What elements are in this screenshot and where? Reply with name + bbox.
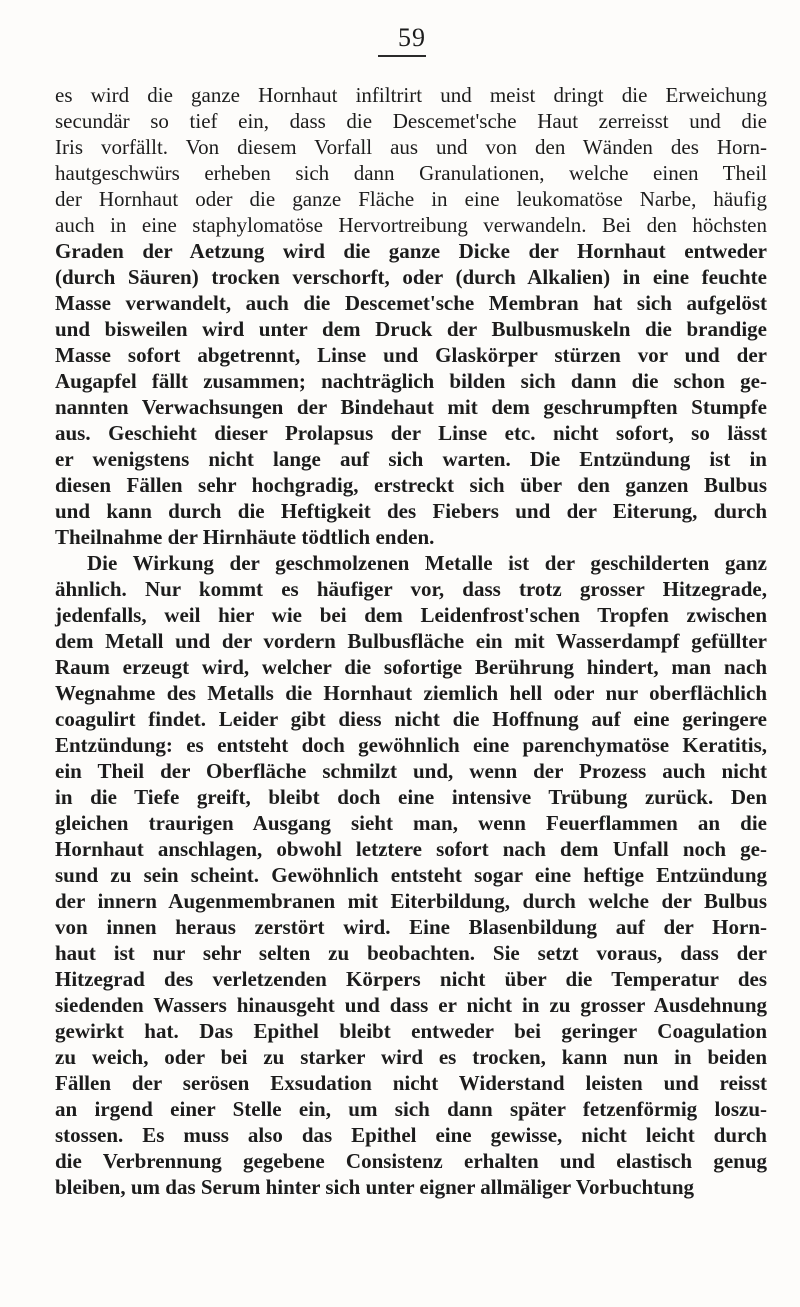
- text-line: Iris vorfällt. Von diesem Vorfall aus und von den Wänden des Horn-: [55, 135, 767, 159]
- text-line: es wird die ganze Hornhaut infiltrirt und meist dringt die Erweichung: [55, 83, 767, 107]
- text-line: ähnlich. Nur kommt es häufiger vor, dass trotz grosser Hitzegrade,: [55, 577, 767, 601]
- text-line: Die Wirkung der geschmolzenen Metalle ist der geschilderten ganz: [87, 551, 767, 575]
- text-line: gewirkt hat. Das Epithel bleibt entweder bei geringer Coagulation: [55, 1019, 767, 1043]
- text-line: (durch Säuren) trocken verschorft, oder (durch Alkalien) in eine feuchte: [55, 265, 767, 289]
- text-line: Raum erzeugt wird, welcher die sofortige Berührung hindert, man nach: [55, 655, 767, 679]
- text-line: zu weich, oder bei zu starker wird es trocken, kann nun in beiden: [55, 1045, 767, 1069]
- text-line: Hitzegrad des verletzenden Körpers nicht über die Temperatur des: [55, 967, 767, 991]
- text-line: Theilnahme der Hirnhäute tödtlich enden.: [55, 525, 435, 549]
- text-line: der innern Augenmembranen mit Eiterbildung, durch welche der Bulbus: [55, 889, 767, 913]
- text-line: er wenigstens nicht lange auf sich warten. Die Entzündung ist in: [55, 447, 767, 471]
- text-line: Hornhaut anschlagen, obwohl letztere sofort nach dem Unfall noch ge-: [55, 837, 767, 861]
- text-line: nannten Verwachsungen der Bindehaut mit dem geschrumpften Stumpfe: [55, 395, 767, 419]
- text-line: Graden der Aetzung wird die ganze Dicke der Hornhaut entweder: [55, 239, 767, 263]
- text-line: Fällen der serösen Exsudation nicht Widerstand leisten und reisst: [55, 1071, 767, 1095]
- text-line: stossen. Es muss also das Epithel eine gewisse, nicht leicht durch: [55, 1123, 767, 1147]
- text-line: secundär so tief ein, dass die Descemet'sche Haut zerreisst und die: [55, 109, 767, 133]
- text-line: von innen heraus zerstört wird. Eine Blasenbildung auf der Horn-: [55, 915, 767, 939]
- text-line: diesen Fällen sehr hochgradig, erstreckt sich über den ganzen Bulbus: [55, 473, 767, 497]
- page-number: 59: [398, 23, 426, 52]
- text-line: jedenfalls, weil hier wie bei dem Leidenfrost'schen Tropfen zwischen: [55, 603, 767, 627]
- text-line: haut ist nur sehr selten zu beobachten. Sie setzt voraus, dass der: [55, 941, 767, 965]
- text-line: und bisweilen wird unter dem Druck der Bulbusmuskeln die brandige: [55, 317, 767, 341]
- body-text: [55, 82, 767, 1200]
- text-line: Entzündung: es entsteht doch gewöhnlich eine parenchymatöse Keratitis,: [55, 733, 767, 757]
- text-line: gleichen traurigen Ausgang sieht man, wenn Feuerflammen an die: [55, 811, 767, 835]
- text-line: an irgend einer Stelle ein, um sich dann später fetzenförmig loszu-: [55, 1097, 767, 1121]
- text-line: der Hornhaut oder die ganze Fläche in eine leukomatöse Narbe, häufig: [55, 187, 767, 211]
- text-line: hautgeschwürs erheben sich dann Granulationen, welche einen Theil: [55, 161, 767, 185]
- text-line: ein Theil der Oberfläche schmilzt und, wenn der Prozess auch nicht: [55, 759, 767, 783]
- text-line: sund zu sein scheint. Gewöhnlich entsteht sogar eine heftige Entzündung: [55, 863, 767, 887]
- text-line: die Verbrennung gegebene Consistenz erhalten und elastisch genug: [55, 1149, 767, 1173]
- text-line: auch in eine staphylomatöse Hervortreibung verwandeln. Bei den höchsten: [55, 213, 767, 237]
- text-line: siedenden Wassers hinausgeht und dass er nicht in zu grosser Ausdehnung: [55, 993, 767, 1017]
- text-line: und kann durch die Heftigkeit des Fiebers und der Eiterung, durch: [55, 499, 767, 523]
- text-line: Augapfel fällt zusammen; nachträglich bilden sich dann die schon ge-: [55, 369, 767, 393]
- text-line: in die Tiefe greift, bleibt doch eine intensive Trübung zurück. Den: [55, 785, 767, 809]
- text-line: dem Metall und der vordern Bulbusfläche ein mit Wasserdampf gefüllter: [55, 629, 767, 653]
- text-line: bleiben, um das Serum hinter sich unter eigner allmäliger Vorbuchtung: [55, 1175, 695, 1199]
- page-number-underline: [378, 55, 426, 57]
- text-line: coagulirt findet. Leider gibt diess nicht die Hoffnung auf eine geringere: [55, 707, 767, 731]
- text-line: aus. Geschieht dieser Prolapsus der Linse etc. nicht sofort, so lässt: [55, 421, 767, 445]
- text-line: Masse verwandelt, auch die Descemet'sche Membran hat sich aufgelöst: [55, 291, 767, 315]
- text-line: Masse sofort abgetrennt, Linse und Glaskörper stürzen vor und der: [55, 343, 767, 367]
- text-line: Wegnahme des Metalls die Hornhaut ziemlich hell oder nur oberflächlich: [55, 681, 767, 705]
